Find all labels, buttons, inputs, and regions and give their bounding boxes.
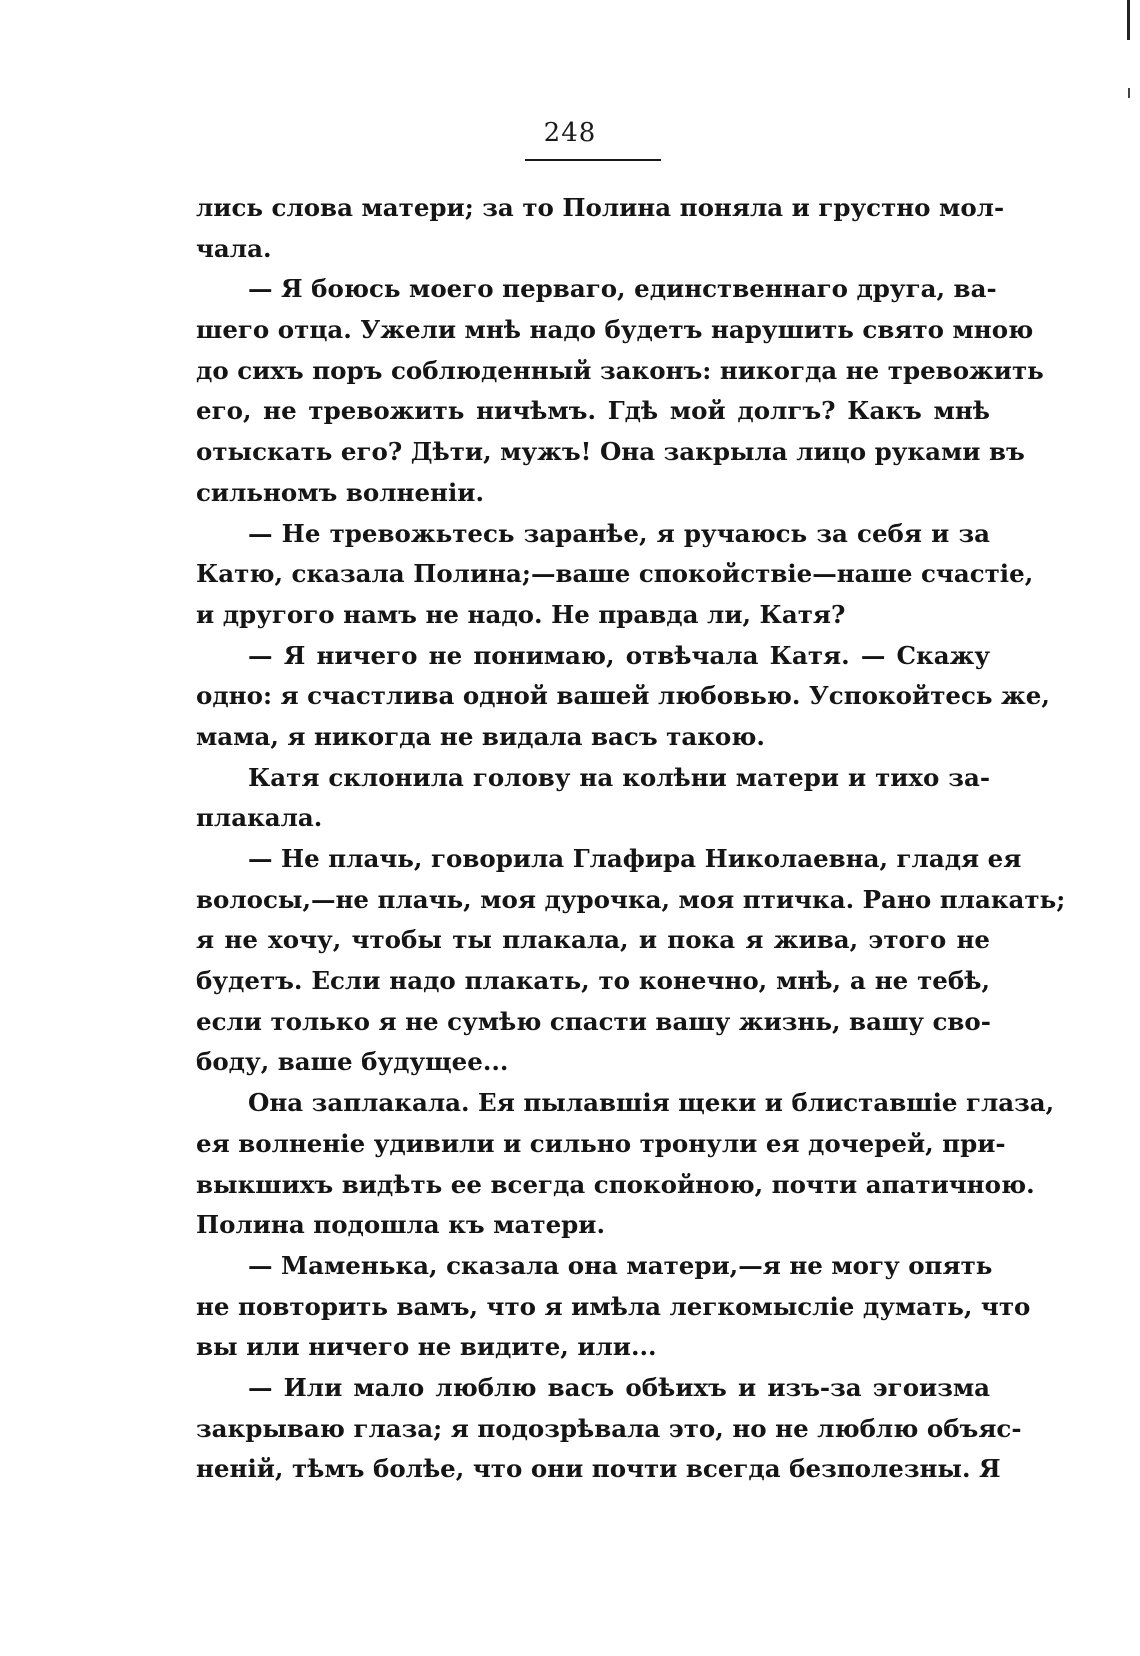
text-line: чала. bbox=[196, 233, 272, 263]
text-line: я не хочу, чтобы ты плакала, и пока я жива, этого не bbox=[196, 925, 990, 955]
text-line: если только я не сумѣю спасти вашу жизнь, вашу сво- bbox=[196, 1006, 991, 1036]
text-line: — Маменька, сказала она матери,—я не могу опять bbox=[248, 1250, 993, 1280]
text-line: — Не плачь, говорила Глафира Николаевна, гладя ея bbox=[248, 844, 1022, 873]
text-line: неній, тѣмъ болѣе, что они почти всегда безполезны. Я bbox=[196, 1454, 1001, 1484]
body-text bbox=[196, 188, 1066, 1490]
text-line: Катю, сказала Полина;—ваше спокойствіе—наше счастіе, bbox=[196, 559, 1034, 589]
text-line: сильномъ волненіи. bbox=[196, 477, 484, 507]
text-line: волосы,—не плачь, моя дурочка, моя птичка. Рано плакать; bbox=[196, 884, 1066, 914]
text-line: Катя склонила голову на колѣни матери и тихо за- bbox=[248, 762, 990, 792]
text-line: — Не тревожьтесь заранѣе, я ручаюсь за себя и за bbox=[248, 518, 990, 548]
text-line: — Я боюсь моего перваго, единственнаго друга, ва- bbox=[248, 274, 997, 304]
text-line: — Я ничего не понимаю, отвѣчала Катя. — Скажу bbox=[248, 640, 990, 670]
text-line: до сихъ поръ соблюденный законъ: никогда не тревожить bbox=[196, 355, 1044, 385]
text-line: одно: я счастлива одной вашей любовью. Успокойтесь же, bbox=[196, 681, 1050, 711]
text-line: шего отца. Ужели мнѣ надо будетъ нарушить свято мною bbox=[196, 315, 1034, 345]
text-line: вы или ничего не видите, или... bbox=[196, 1332, 657, 1362]
text-line: — Или мало люблю васъ обѣихъ и изъ-за эгоизма bbox=[248, 1372, 990, 1402]
text-line: лись слова матери; за то Полина поняла и грустно мол- bbox=[196, 193, 1005, 222]
text-line: мама, я никогда не видала васъ такою. bbox=[196, 721, 765, 751]
text-line: боду, ваше будущее... bbox=[196, 1047, 509, 1077]
scan-edge-dot bbox=[1128, 88, 1130, 98]
text-line: его, не тревожить ничѣмъ. Гдѣ мой долгъ? Какъ мнѣ bbox=[196, 396, 990, 426]
text-line: ея волненіе удивили и сильно тронули ея дочерей, при- bbox=[196, 1128, 1006, 1158]
text-line: и другого намъ не надо. Не правда ли, Катя? bbox=[196, 599, 846, 629]
text-line: выкшихъ видѣть ее всегда спокойною, почти апатичною. bbox=[196, 1169, 1035, 1199]
scan-edge-mark bbox=[1127, 0, 1130, 40]
page-number: 248 bbox=[543, 118, 597, 148]
text-line: Полина подошла къ матери. bbox=[196, 1210, 605, 1240]
text-line: плакала. bbox=[196, 803, 323, 833]
text-line: будетъ. Если надо плакать, то конечно, мнѣ, а не тебѣ, bbox=[196, 966, 990, 996]
text-line: отыскать его? Дѣти, мужъ! Она закрыла лицо руками въ bbox=[196, 437, 1025, 467]
page-number-rule bbox=[525, 159, 661, 161]
text-line: Она заплакала. Ея пылавшія щеки и блиставшіе глаза, bbox=[248, 1088, 1055, 1118]
text-line: не повторить вамъ, что я имѣла легкомысліе думать, что bbox=[196, 1291, 1031, 1321]
text-line: закрываю глаза; я подозрѣвала это, но не люблю объяс- bbox=[196, 1413, 1022, 1443]
